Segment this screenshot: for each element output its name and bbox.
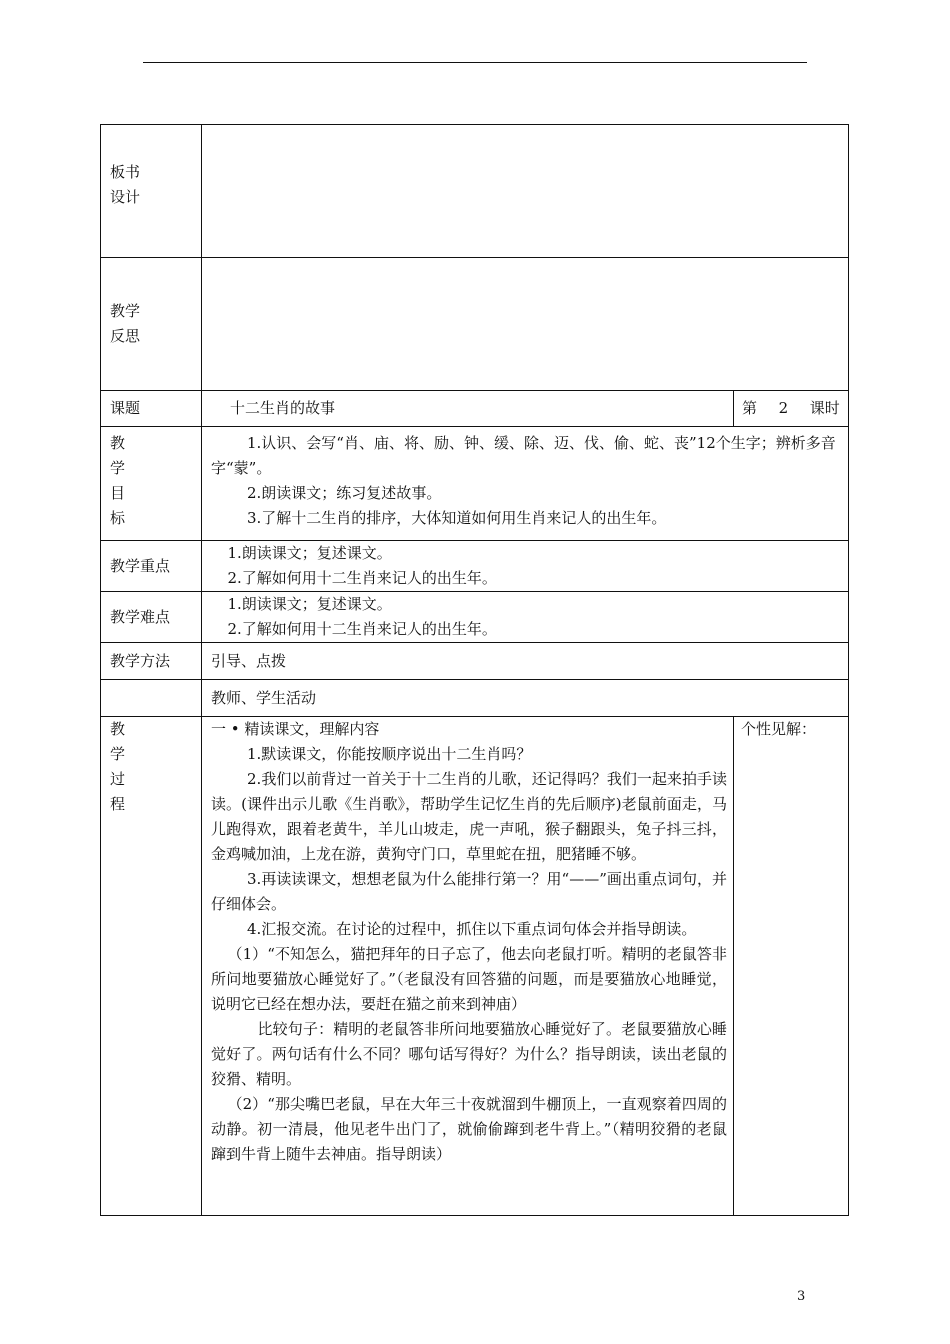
key-point-item: 2.了解如何用十二生肖来记人的出生年。	[227, 569, 497, 587]
key-points-content	[202, 541, 849, 592]
topic-row	[101, 391, 849, 427]
objectives-label-char-2: 学	[110, 459, 126, 477]
objectives-content	[202, 427, 849, 541]
activities-header-cell	[202, 680, 849, 717]
process-paragraph: 4.汇报交流。在讨论的过程中，抓住以下重点词句体会并指导朗读。	[247, 920, 697, 938]
process-label-char-4: 程	[110, 795, 126, 813]
objective-item: 3.了解十二生肖的排序，大体知道如何用生肖来记人的出生年。	[247, 509, 667, 527]
board-design-label-text: 板书 设计	[110, 163, 141, 206]
process-label-char-3: 过	[110, 770, 126, 788]
key-points-label	[101, 541, 202, 592]
topic-title: 十二生肖的故事	[230, 399, 336, 417]
topic-title-cell	[202, 391, 734, 427]
reflection-label	[101, 258, 202, 391]
key-point-item: 1.朗读课文；复述课文。	[227, 544, 392, 562]
process-paragraph: 比较句子：精明的老鼠答非所问地要猫放心睡觉好了。老鼠要猫放心睡觉好了。两句话有什么不同？哪句话写得好？为什么？指导朗读，读出老鼠的狡猾、精明。	[211, 1020, 727, 1088]
process-paragraph: （2）“那尖嘴巴老鼠，早在大年三十夜就溜到牛棚顶上，一直观察着四周的动静。初一清晨，他见老牛出门了，就偷偷蹿到老牛背上。”（精明狡猾的老鼠蹿到牛背上随牛去神庙。指导朗读）	[211, 1095, 727, 1163]
objectives-row	[101, 427, 849, 541]
lesson-plan-table	[100, 124, 849, 1216]
lesson-number-cell	[734, 391, 849, 427]
reflection-content	[202, 258, 849, 391]
process-section-heading: 一 • 精读课文，理解内容	[211, 720, 380, 738]
difficulties-content	[202, 592, 849, 643]
difficulty-item: 2.了解如何用十二生肖来记人的出生年。	[227, 620, 497, 638]
method-label-text: 教学方法	[110, 651, 171, 670]
difficulties-label	[101, 592, 202, 643]
objectives-label-char-1: 教	[110, 434, 126, 452]
difficulties-label-text: 教学难点	[110, 607, 171, 626]
personal-view-label: 个性见解：	[741, 720, 817, 738]
process-paragraph: 3.再读读课文，想想老鼠为什么能排行第一？用“——”画出重点词句，并仔细体会。	[211, 870, 727, 913]
difficulties-row	[101, 592, 849, 643]
header-rule	[143, 62, 807, 63]
lesson-suffix: 课时	[809, 399, 840, 417]
topic-label	[101, 391, 202, 427]
board-design-content	[202, 125, 849, 258]
method-text: 引导、点拨	[211, 651, 287, 670]
page-number: 3	[797, 1289, 806, 1304]
method-label	[101, 643, 202, 680]
difficulty-item: 1.朗读课文；复述课文。	[227, 595, 392, 613]
lesson-prefix: 第	[742, 399, 758, 417]
board-design-label	[101, 125, 202, 258]
objectives-label-char-3: 目	[110, 484, 126, 502]
activities-header-blank	[101, 680, 202, 717]
key-points-row	[101, 541, 849, 592]
process-row	[101, 717, 849, 1216]
process-paragraph: 1.默读课文，你能按顺序说出十二生肖吗？	[247, 745, 532, 763]
reflection-label-text: 教学 反思	[110, 302, 141, 345]
activities-header: 教师、学生活动	[211, 688, 317, 707]
reflection-row	[101, 258, 849, 391]
process-paragraph: 2.我们以前背过一首关于十二生肖的儿歌，还记得吗？我们一起来拍手读读。(课件出示儿歌《生肖歌》，帮助学生记忆生肖的先后顺序)老鼠前面走，马儿跑得欢，跟着老黄牛，羊儿山坡走，虎一声吼，猴子翻跟头，兔子抖三抖，金鸡喊加油，上龙在游，黄狗守门口，草里蛇在扭，肥猪睡不够。	[211, 770, 727, 863]
process-label-char-2: 学	[110, 745, 126, 763]
objective-item: 1.认识、会写“肖、庙、将、励、钟、缓、除、迈、伐、偷、蛇、丧”12个生字；辨析多音字“蒙”。	[211, 434, 836, 477]
process-content	[202, 717, 734, 1216]
objectives-label-char-4: 标	[110, 509, 126, 527]
topic-label-text: 课题	[110, 399, 141, 417]
lesson-number: 2	[778, 399, 789, 417]
process-paragraph: （1）“不知怎么，猫把拜年的日子忘了，他去向老鼠打听。精明的老鼠答非所问地要猫放心睡觉好了。”（老鼠没有回答猫的问题，而是要猫放心地睡觉，说明它已经在想办法，要赶在猫之前来到神庙）	[211, 945, 727, 1013]
method-content	[202, 643, 849, 680]
objective-item: 2.朗读课文；练习复述故事。	[247, 484, 442, 502]
process-label	[101, 717, 202, 1216]
key-points-label-text: 教学重点	[110, 556, 171, 575]
process-label-char-1: 教	[110, 720, 126, 738]
objectives-label	[101, 427, 202, 541]
personal-view-cell	[734, 717, 849, 1216]
board-design-row	[101, 125, 849, 258]
activities-header-row	[101, 680, 849, 717]
method-row	[101, 643, 849, 680]
